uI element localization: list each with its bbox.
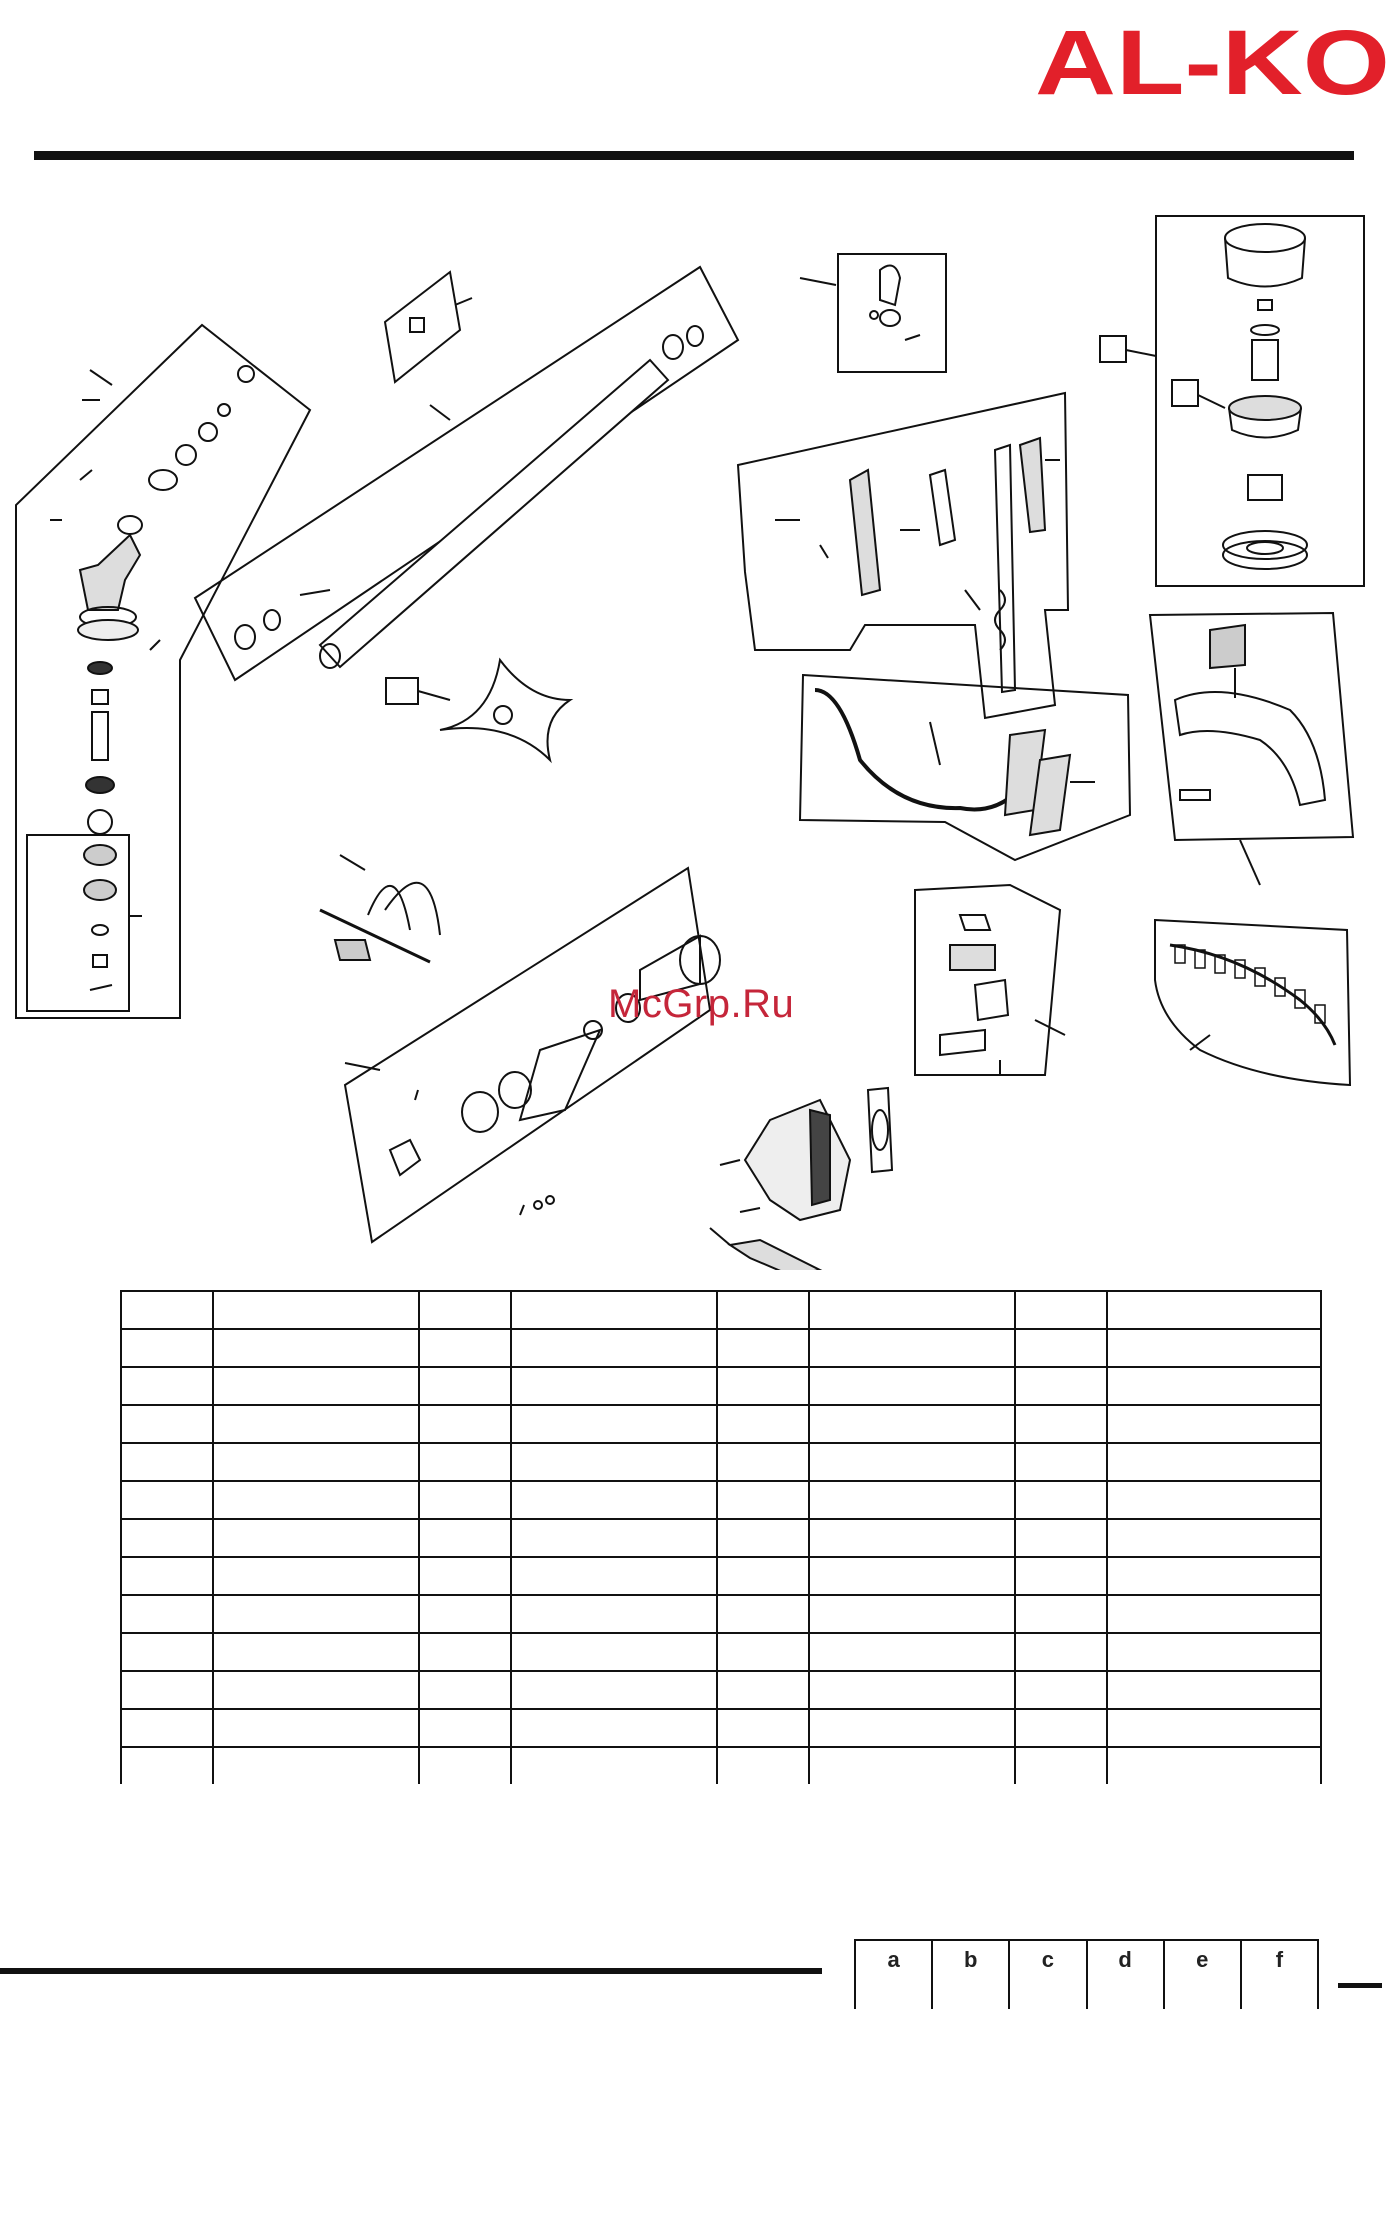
table-cell: [213, 1595, 419, 1633]
table-row: [121, 1329, 1321, 1367]
table-cell: [717, 1405, 809, 1443]
table-cell: [419, 1367, 511, 1405]
table-cell: [1107, 1443, 1321, 1481]
table-cell: [1015, 1291, 1107, 1329]
table-row: [121, 1557, 1321, 1595]
table-row: [121, 1747, 1321, 1784]
table-cell: [1107, 1747, 1321, 1784]
three-tooth-blade-icon: [386, 660, 570, 760]
parts-table: [120, 1290, 1320, 2236]
table-cell: [1015, 1747, 1107, 1784]
table-cell: [717, 1443, 809, 1481]
table-cell: [1015, 1481, 1107, 1519]
table-cell: [1107, 1329, 1321, 1367]
al-ko-logo-icon: [1035, 22, 1395, 102]
table-cell: [419, 1747, 511, 1784]
page-marker: [1338, 1983, 1382, 1988]
table-cell: [1015, 1367, 1107, 1405]
table-cell: [717, 1291, 809, 1329]
table-cell: [809, 1481, 1015, 1519]
table-cell: [419, 1329, 511, 1367]
table-cell: [213, 1443, 419, 1481]
table-cell: [809, 1367, 1015, 1405]
table-cell: [1107, 1633, 1321, 1671]
table-cell: [419, 1595, 511, 1633]
table-cell: [511, 1443, 717, 1481]
table-cell: [1015, 1633, 1107, 1671]
table-cell: [121, 1519, 213, 1557]
table-cell: [1107, 1557, 1321, 1595]
table-row: [121, 1633, 1321, 1671]
table-cell: [809, 1405, 1015, 1443]
table-cell: [213, 1329, 419, 1367]
exploded-parts-diagram: [0, 190, 1397, 1270]
table-cell: [1107, 1481, 1321, 1519]
tab-e[interactable]: e: [1165, 1941, 1242, 2009]
table-row: [121, 1709, 1321, 1747]
table-cell: [511, 1557, 717, 1595]
table-cell: [511, 1633, 717, 1671]
table-cell: [121, 1405, 213, 1443]
engine-cover-icon: [720, 1088, 892, 1220]
table-cell: [717, 1367, 809, 1405]
tab-c[interactable]: c: [1010, 1941, 1087, 2009]
table-row: [121, 1443, 1321, 1481]
table-cell: [121, 1595, 213, 1633]
table-cell: [717, 1747, 809, 1784]
throttle-handle-assembly-icon: [738, 393, 1068, 718]
tab-d[interactable]: d: [1088, 1941, 1165, 2009]
table-cell: [809, 1557, 1015, 1595]
table-cell: [809, 1633, 1015, 1671]
table-row: [121, 1481, 1321, 1519]
table-cell: [717, 1595, 809, 1633]
table-cell: [1015, 1405, 1107, 1443]
table-row: [121, 1291, 1321, 1329]
table-cell: [419, 1709, 511, 1747]
table-cell: [1107, 1595, 1321, 1633]
table-cell: [419, 1405, 511, 1443]
table-cell: [1015, 1671, 1107, 1709]
tab-a[interactable]: a: [856, 1941, 933, 2009]
table-cell: [121, 1557, 213, 1595]
table-cell: [717, 1633, 809, 1671]
table-cell: [121, 1747, 213, 1784]
table-cell: [809, 1329, 1015, 1367]
mounting-plate-icon: [385, 272, 472, 382]
table-cell: [717, 1519, 809, 1557]
table-cell: [121, 1329, 213, 1367]
table-row: [121, 1367, 1321, 1405]
table-cell: [511, 1291, 717, 1329]
harness-strap-icon: [320, 855, 440, 962]
table-cell: [809, 1747, 1015, 1784]
table-cell: [1015, 1519, 1107, 1557]
table-cell: [511, 1671, 717, 1709]
table-cell: [1107, 1709, 1321, 1747]
table-cell: [121, 1481, 213, 1519]
table-cell: [511, 1595, 717, 1633]
table-cell: [419, 1633, 511, 1671]
support-stand-icon: [710, 1228, 820, 1270]
table-cell: [511, 1747, 717, 1784]
table-cell: [1015, 1329, 1107, 1367]
guard-extension-icon: [1155, 920, 1350, 1085]
table-cell: [213, 1291, 419, 1329]
footer-rule: [0, 1968, 822, 1974]
watermark-text: McGrp.Ru: [608, 982, 795, 1026]
table-cell: [1015, 1595, 1107, 1633]
table-cell: [1015, 1443, 1107, 1481]
table-cell: [809, 1671, 1015, 1709]
table-row: [121, 1595, 1321, 1633]
table-cell: [213, 1709, 419, 1747]
handle-clamp-icon: [915, 885, 1065, 1075]
table-cell: [1107, 1671, 1321, 1709]
table-cell: [809, 1709, 1015, 1747]
tab-f[interactable]: f: [1275, 1947, 1284, 1972]
blade-guard-icon: [1150, 613, 1353, 885]
table-cell: [213, 1481, 419, 1519]
clutch-housing-icon: [345, 868, 720, 1242]
table-cell: [213, 1671, 419, 1709]
parts-grid: [120, 1290, 1322, 1784]
handlebar-icon: [800, 675, 1130, 860]
table-cell: [1107, 1519, 1321, 1557]
table-cell: [213, 1633, 419, 1671]
table-cell: [213, 1519, 419, 1557]
tube-clamp-icon: [800, 254, 946, 372]
table-cell: [809, 1291, 1015, 1329]
table-cell: [717, 1557, 809, 1595]
table-cell: [717, 1671, 809, 1709]
table-cell: [419, 1519, 511, 1557]
table-cell: [511, 1405, 717, 1443]
table-cell: [121, 1367, 213, 1405]
parts-diagram-svg: [0, 190, 1397, 1270]
parts-grid-body: [121, 1291, 1321, 1784]
table-cell: [121, 1291, 213, 1329]
table-cell: [419, 1481, 511, 1519]
table-cell: [419, 1557, 511, 1595]
table-cell: [213, 1557, 419, 1595]
table-cell: [511, 1367, 717, 1405]
table-cell: [213, 1747, 419, 1784]
table-cell: [717, 1481, 809, 1519]
table-cell: [1015, 1709, 1107, 1747]
table-row: [121, 1671, 1321, 1709]
table-cell: [717, 1329, 809, 1367]
header-rule: [34, 151, 1354, 160]
table-cell: [1107, 1367, 1321, 1405]
language-tabs: [854, 1939, 1319, 2009]
table-cell: [511, 1519, 717, 1557]
svg-text:AL-KO: AL-KO: [1035, 22, 1390, 102]
table-cell: [511, 1329, 717, 1367]
table-cell: [121, 1633, 213, 1671]
brand-logo: [1035, 22, 1395, 102]
table-cell: [809, 1519, 1015, 1557]
table-cell: [1107, 1291, 1321, 1329]
table-cell: [419, 1671, 511, 1709]
table-cell: [809, 1595, 1015, 1633]
table-row: [121, 1405, 1321, 1443]
table-cell: [121, 1709, 213, 1747]
table-cell: [809, 1443, 1015, 1481]
table-cell: [121, 1443, 213, 1481]
table-cell: [213, 1367, 419, 1405]
table-cell: [1107, 1405, 1321, 1443]
table-cell: [121, 1671, 213, 1709]
gear-head-assembly-icon: [16, 325, 310, 1018]
table-cell: [419, 1443, 511, 1481]
table-cell: [419, 1291, 511, 1329]
trimmer-head-icon: [1100, 216, 1364, 586]
tab-b[interactable]: b: [933, 1941, 1010, 2009]
table-row: [121, 1519, 1321, 1557]
table-cell: [511, 1481, 717, 1519]
table-cell: [1015, 1557, 1107, 1595]
table-cell: [717, 1709, 809, 1747]
table-cell: [213, 1405, 419, 1443]
table-cell: [511, 1709, 717, 1747]
